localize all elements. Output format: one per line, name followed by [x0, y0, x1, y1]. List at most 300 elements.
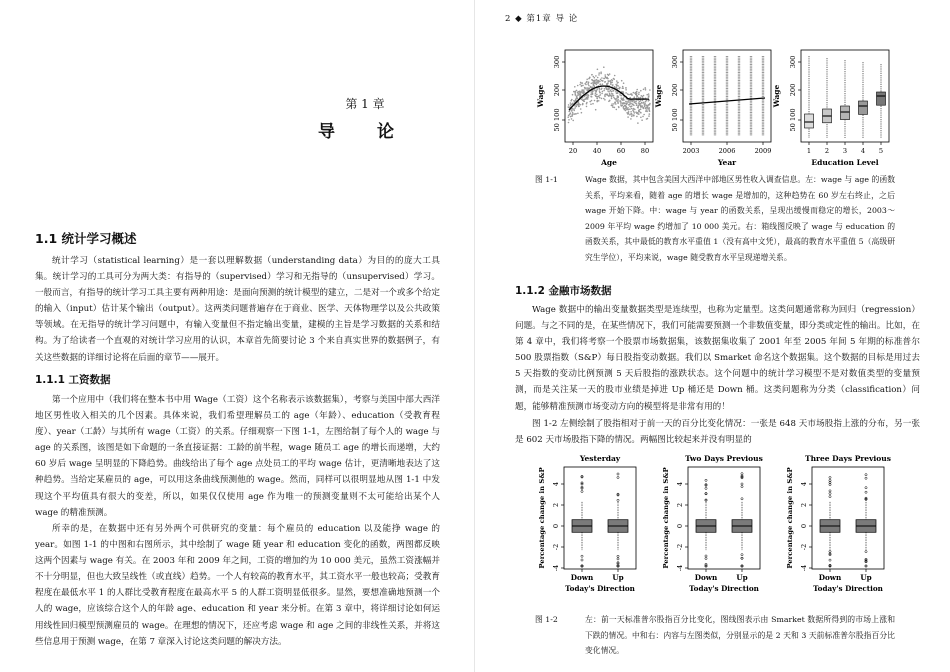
fig11-scatter-point: [589, 101, 591, 103]
fig11-box: [805, 114, 814, 128]
fig11-xtick-label: 3: [842, 147, 848, 155]
fig11-scatter-point: [614, 98, 616, 100]
fig12-ytick-label: 0: [676, 523, 684, 529]
fig11-ytick-label: 50 100: [671, 108, 679, 132]
fig11-scatter-point: [605, 93, 607, 95]
fig11-scatter-point: [594, 89, 596, 91]
running-head: 2 ◆ 第1章 导 论: [505, 14, 579, 24]
fig12-outlier: [617, 565, 619, 567]
fig11-scatter-point: [576, 106, 578, 108]
fig12-outlier: [741, 473, 743, 475]
fig11-scatter-point: [620, 95, 622, 97]
fig11-scatter-point: [578, 106, 580, 108]
fig11-scatter-point: [607, 90, 609, 92]
fig11-scatter-point: [604, 99, 606, 101]
fig11-scatter-point: [611, 105, 613, 107]
fig11-scatter-point: [586, 87, 588, 89]
fig11-scatter-point: [603, 90, 605, 92]
fig11-scatter-point: [602, 83, 604, 85]
fig11-scatter-point: [648, 93, 650, 95]
fig11-scatter-point: [599, 97, 601, 99]
fig12-outlier: [705, 555, 707, 557]
paragraph-smarket-1: Wage 数据中的输出变量数据类型是连续型，也称为定量型。这类问题通常称为回归（regression）问题。与之不同的是，在某些情况下，我们可能需要预测一个非数值变量，即分类或定性的输出。比如，在第 4 章中，我们将考察一个股票市场数据集，该数据集收集了 2001 年至 2005 年间 5 年期的标准普尔 500 股票指数（S&P）每日股指变动数据。我们以 Smarket 命名这个数据集。这个数据的目标是用过去 5 天指数的变动比例预测 5 天后股指的涨跌状态。这个问题中的统计学习模型不是对数值类型的变量预测，而是关注某一天的股市业绩是掉进 Up 桶还是 Down 桶。这类问题称为分类（classification）问题，能够精准预测市场变动方向的模型将是非常有用的！: [515, 305, 920, 412]
fig11-scatter-point: [635, 92, 637, 94]
fig11-scatter-point: [591, 100, 593, 102]
fig11-scatter-point: [603, 66, 605, 68]
right-page: [480, 0, 950, 672]
fig12-ytick-label: 2: [676, 502, 684, 508]
fig11-ylabel: Wage: [654, 84, 663, 108]
fig11-scatter-point: [645, 104, 647, 106]
fig11-ytick-label: 50 100: [553, 108, 561, 132]
fig12-ytick-label: -4: [552, 564, 560, 572]
fig12-ytick-label: 4: [676, 481, 684, 487]
fig11-xtick-label: 80: [640, 147, 650, 155]
fig12-boxplot: [608, 473, 628, 567]
fig11-scatter-point: [592, 80, 594, 82]
fig11-scatter-point: [606, 88, 608, 90]
fig11-ytick-label: 200: [789, 83, 797, 97]
fig12-frame: [564, 467, 636, 569]
fig11-scatter-point: [583, 99, 585, 101]
fig11-ylabel: Wage: [772, 84, 781, 108]
fig11-scatter-point: [597, 96, 599, 98]
fig11-scatter-point: [570, 112, 572, 114]
fig11-scatter-point: [614, 75, 616, 77]
fig11-scatter-point: [567, 116, 569, 118]
fig12-outlier: [581, 490, 583, 492]
fig11-scatter-point: [594, 82, 596, 84]
fig11-scatter-point: [575, 113, 577, 115]
fig12-outlier: [741, 554, 743, 556]
fig12-outlier: [741, 486, 743, 488]
fig11-scatter-point: [594, 80, 596, 82]
fig11-scatter-point: [617, 85, 619, 87]
fig11-scatter-point: [638, 97, 640, 99]
fig11-scatter-point: [613, 78, 615, 80]
fig11-scatter-point: [604, 88, 606, 90]
fig11-scatter-point: [614, 86, 616, 88]
fig11-scatter-point: [633, 115, 635, 117]
paragraph-smarket-2: 图 1-2 左侧绘制了股指相对于前一天的百分比变化情况：一张是 648 天市场股指上涨的分布，另一张是 602 天市场股指下降的情况。两幅图比较起来并没有明显的: [515, 419, 920, 446]
fig11-scatter-point: [576, 96, 578, 98]
fig11-scatter-point: [637, 122, 639, 124]
fig12-ylabel: Percentage change in S&P: [538, 467, 546, 569]
fig11-scatter-point: [625, 87, 627, 89]
fig11-scatter-point: [616, 109, 618, 111]
fig11-scatter-point: [641, 119, 643, 121]
fig11-scatter-point: [628, 113, 630, 115]
fig11-scatter-point: [622, 86, 624, 88]
fig11-scatter-point: [568, 119, 570, 121]
fig11-scatter-point: [640, 97, 642, 99]
fig12-xtick-label: Up: [736, 573, 748, 582]
fig11-scatter-point: [587, 83, 589, 85]
fig11-scatter-point: [625, 92, 627, 94]
fig12-outlier: [617, 558, 619, 560]
fig11-scatter-point: [628, 101, 630, 103]
fig11-scatter-point: [588, 85, 590, 87]
fig11-xlabel: Education Level: [811, 158, 879, 167]
fig12-frame: [688, 467, 760, 569]
fig11-scatter-point: [643, 114, 645, 116]
fig11-scatter-point: [647, 107, 649, 109]
fig11-scatter-point: [595, 75, 597, 77]
fig11-scatter-point: [572, 94, 574, 96]
fig11-scatter-point: [638, 92, 640, 94]
fig11-scatter-point: [606, 77, 608, 79]
fig12-outlier: [617, 473, 619, 475]
fig11-scatter-point: [630, 113, 632, 115]
fig11-scatter-point: [597, 98, 599, 100]
fig11-scatter-point: [643, 108, 645, 110]
fig11-xlabel: Age: [601, 158, 617, 167]
fig11-scatter-point: [571, 110, 573, 112]
fig11-scatter-point: [581, 99, 583, 101]
fig11-scatter-point: [622, 97, 624, 99]
fig11-scatter-point: [609, 100, 611, 102]
fig12-boxplot: [856, 474, 876, 567]
fig12-xtick-label: Down: [818, 573, 842, 582]
fig11-scatter-point: [576, 104, 578, 106]
fig11-scatter-point: [646, 118, 648, 120]
fig12-outlier: [741, 498, 743, 500]
fig11-scatter-point: [598, 72, 600, 74]
fig11-scatter-point: [591, 87, 593, 89]
fig11-scatter-point: [594, 77, 596, 79]
fig11-scatter-point: [591, 92, 593, 94]
fig11-scatter-point: [584, 83, 586, 85]
fig11-scatter-point: [572, 112, 574, 114]
fig11-scatter-point: [640, 112, 642, 114]
fig11-scatter-point: [598, 74, 600, 76]
fig11-scatter-point: [625, 106, 627, 108]
fig11-scatter-point: [594, 100, 596, 102]
fig11-scatter-point: [608, 88, 610, 90]
fig11-scatter-point: [577, 85, 579, 87]
fig11-scatter-point: [585, 82, 587, 84]
fig11-scatter-point: [643, 89, 645, 91]
fig12-ytick-label: -4: [800, 564, 808, 572]
fig11-scatter-point: [648, 115, 650, 117]
fig11-scatter-point: [568, 107, 570, 109]
fig12-xtick-label: Up: [612, 573, 624, 582]
fig11-scatter-point: [579, 84, 581, 86]
fig11-scatter-point: [633, 111, 635, 113]
fig11-scatter-point: [609, 95, 611, 97]
fig11-scatter-point: [649, 89, 651, 91]
fig11-scatter-point: [579, 93, 581, 95]
fig12-boxplot: [820, 476, 840, 567]
fig11-scatter-point: [646, 111, 648, 113]
fig11-scatter-point: [591, 83, 593, 85]
fig11-scatter-point: [639, 103, 641, 105]
fig12-outlier: [865, 477, 867, 479]
fig11-scatter-point: [583, 92, 585, 94]
fig11-scatter-point: [591, 74, 593, 76]
fig12-outlier: [581, 555, 583, 557]
fig11-ytick-label: 200: [671, 83, 679, 97]
fig11-scatter-point: [638, 104, 640, 106]
fig11-scatter-point: [582, 104, 584, 106]
fig11-scatter-point: [645, 89, 647, 91]
fig11-xtick-label: 2006: [718, 147, 736, 155]
fig11-scatter-point: [596, 79, 598, 81]
fig11-scatter-point: [611, 79, 613, 81]
fig11-scatter-point: [623, 82, 625, 84]
fig11-scatter-point: [577, 92, 579, 94]
fig11-scatter-point: [628, 111, 630, 113]
fig12-ytick-label: 4: [552, 481, 560, 487]
fig11-scatter-point: [596, 81, 598, 83]
fig11-scatter-point: [633, 100, 635, 102]
fig11-scatter-point: [640, 90, 642, 92]
fig11-scatter-point: [587, 98, 589, 100]
fig11-scatter-point: [616, 85, 618, 87]
fig11-scatter-point: [603, 98, 605, 100]
fig11-scatter-point: [616, 93, 618, 95]
fig11-scatter-point: [590, 103, 592, 105]
fig11-scatter-point: [620, 97, 622, 99]
fig12-outlier: [705, 479, 707, 481]
figure-1-2-caption: [535, 612, 895, 662]
fig11-scatter-point: [604, 74, 606, 76]
fig11-scatter-point: [621, 99, 623, 101]
fig12-outlier: [741, 565, 743, 567]
fig11-scatter-point: [601, 93, 603, 95]
fig11-scatter-point: [592, 93, 594, 95]
fig12-boxplot: [696, 479, 716, 567]
fig12-outlier: [865, 491, 867, 493]
fig11-scatter-point: [571, 118, 573, 120]
fig12-outlier: [829, 476, 831, 478]
paragraph-wage-2: 所幸的是，在数据中还有另外两个可供研究的变量：每个雇员的 education 以及能挣 wage 的 year。如图 1-1 的中图和右图所示，其中绘制了 wage 随 year 和 education 变化的函数，两图都反映这两个因素与 wage 有关。在 2003 年和 2009 年之间，工资的增加约为 10 000 美元，虽然工资涨幅并不十分明显，但也大致呈线性（或直线）趋势。一个人有较高的教育水平，其工资水平一般也较高；受教育程度在最低水平 1 的人群比受教育程度在最高水平 5 的人群工资明显低很多。显然，要想准确地预测一个人的 wage，应该综合这个人的年龄 age、education 和 year 来分析。在第 3 章中，将详细讨论如何运用线性回归模型预测雇员的 wage。在理想的情况下，还应考虑 wage 和 age 之间的非线性关系，并将这些信息用于预测 wage，在第 7 章深入讨论这类问题的解决方法。: [35, 524, 440, 647]
fig11-scatter-point: [638, 111, 640, 113]
fig11-scatter-point: [640, 117, 642, 119]
fig11-scatter-point: [611, 98, 613, 100]
fig11-scatter-point: [621, 105, 623, 107]
fig11-scatter-point: [607, 74, 609, 76]
fig11-scatter-point: [615, 91, 617, 93]
figure-1-1: [535, 45, 890, 170]
fig11-xtick-label: 2: [824, 147, 830, 155]
fig11-scatter-point: [649, 110, 651, 112]
paragraph-intro: 统计学习（statistical learning）是一套以理解数据（understanding data）为目的的庞大工具集。统计学习的工具可分为两大类：有指导的（supervised）学习和无指导的（unsupervised）学习。一般而言，有指导的统计学习工具主要有两种用途：是面向预测的统计模型的建立，二是对一个或多个给定的输入（input）估计某个输出（output）。这两类问题普遍存在于商业、医学、天体物理学以及公共政策等领域。在无指导的统计学习问题中，有输入变量但不指定输出变量，建模的主旨是学习数据的关系和结构。为了给读者一个直观的对统计学习应用的认识，本章首先简要讨论 3 个来自真实世界的数据例子，有关这些数据的详细讨论将在后面的章节——展开。: [35, 256, 440, 363]
fig12-panel-title: Three Days Previous: [805, 454, 891, 463]
fig12-outlier: [581, 559, 583, 561]
fig12-outlier: [741, 483, 743, 485]
fig11-scatter-point: [642, 100, 644, 102]
fig11-scatter-point: [630, 103, 632, 105]
fig11-scatter-point: [633, 92, 635, 94]
fig11-scatter-point: [611, 82, 613, 84]
fig11-scatter-point: [597, 100, 599, 102]
fig12-outlier: [705, 487, 707, 489]
fig11-scatter-point: [614, 107, 616, 109]
fig12-outlier: [829, 550, 831, 552]
fig11-scatter-point: [635, 111, 637, 113]
fig11-scatter-point: [642, 96, 644, 98]
fig11-scatter-point: [597, 82, 599, 84]
fig11-xtick-label: 1: [806, 147, 812, 155]
fig12-outlier: [865, 487, 867, 489]
fig11-scatter-point: [612, 90, 614, 92]
fig11-scatter-point: [636, 116, 638, 118]
fig12-outlier: [829, 492, 831, 494]
chapter-number: 第 1 章: [345, 97, 385, 111]
fig11-scatter-point: [620, 102, 622, 104]
fig11-scatter-point: [613, 103, 615, 105]
page-gutter: [474, 0, 475, 672]
fig12-boxplot: [572, 475, 592, 567]
fig11-scatter-point: [569, 110, 571, 112]
fig11-box: [841, 106, 850, 120]
fig11-xtick-label: 5: [878, 147, 884, 155]
fig11-scatter-point: [634, 102, 636, 104]
fig11-scatter-point: [617, 100, 619, 102]
fig11-scatter-point: [649, 104, 651, 106]
fig11-scatter-point: [572, 120, 574, 122]
fig11-scatter-point: [609, 80, 611, 82]
fig11-scatter-point: [581, 85, 583, 87]
figure-1-2: [538, 453, 898, 608]
fig11-scatter-point: [633, 105, 635, 107]
fig12-ytick-label: -2: [552, 543, 560, 551]
fig11-scatter-point: [568, 115, 570, 117]
fig11-scatter-point: [602, 91, 604, 93]
fig11-scatter-point: [637, 95, 639, 97]
fig11-ytick-label: 300: [553, 55, 561, 69]
fig12-outlier: [829, 559, 831, 561]
fig11-scatter-point: [574, 107, 576, 109]
fig12-ytick-label: 0: [800, 523, 808, 529]
fig11-edu-boxplot: [805, 56, 814, 138]
fig12-xtick-label: Down: [694, 573, 718, 582]
fig11-scatter-point: [578, 103, 580, 105]
fig11-scatter-point: [619, 87, 621, 89]
fig11-box: [877, 92, 886, 105]
fig11-scatter-points: [567, 66, 650, 123]
figure-1-1-label: 图 1-1: [535, 175, 558, 184]
fig11-scatter-point: [635, 103, 637, 105]
fig11-scatter-point: [611, 95, 613, 97]
fig11-scatter-point: [577, 113, 579, 115]
fig12-outlier: [617, 499, 619, 501]
fig11-scatter-point: [613, 95, 615, 97]
fig12-outlier: [617, 555, 619, 557]
fig11-scatter-point: [627, 93, 629, 95]
fig11-scatter-point: [599, 87, 601, 89]
fig11-scatter-point: [586, 94, 588, 96]
fig11-scatter-point: [589, 77, 591, 79]
fig11-scatter-point: [568, 122, 570, 124]
fig11-scatter-point: [597, 69, 599, 71]
section-heading-1-1-2: 1.1.2 金融市场数据: [515, 285, 612, 297]
fig11-year-strips: [691, 56, 763, 136]
fig11-scatter-point: [581, 112, 583, 114]
fig11-scatter-point: [602, 80, 604, 82]
fig11-xtick-label: 2003: [682, 147, 700, 155]
fig11-scatter-point: [609, 73, 611, 75]
fig11-scatter-point: [646, 94, 648, 96]
fig11-ytick-label: 200: [553, 83, 561, 97]
fig11-scatter-point: [595, 109, 597, 111]
fig12-outlier: [829, 490, 831, 492]
fig11-scatter-point: [620, 103, 622, 105]
fig11-scatter-point: [573, 108, 575, 110]
fig11-scatter-point: [591, 96, 593, 98]
fig11-panel-2: [654, 50, 771, 167]
fig11-scatter-point: [604, 81, 606, 83]
fig11-scatter-point: [586, 103, 588, 105]
fig11-scatter-point: [588, 88, 590, 90]
fig12-ylabel: Percentage change in S&P: [786, 467, 794, 569]
fig11-xtick-label: 2009: [754, 147, 772, 155]
fig11-scatter-point: [621, 80, 623, 82]
figure-1-1-caption-text: Wage 数据，其中包含美国大西洋中部地区男性收入调查信息。左：wage 与 age 的函数关系，平均来看，随着 age 的增长 wage 是增加的，这种趋势在 60 岁左右终止，之后 wage 开始下降。中：wage 与 year 的函数关系，呈现出缓慢而稳定的增长，2003～2009 年平均 wage 约增加了 10 000 美元。右：箱线图反映了 wage 与 education 的函数关系，其中最低的教育水平重值 1（没有高中文凭），最高的教育水平重值 5（高级研究生学位），平均来说，wage 随受教育水平呈现递增关系。: [585, 175, 895, 262]
fig11-panel-1: [536, 50, 653, 167]
fig12-outlier: [617, 476, 619, 478]
fig11-scatter-point: [596, 84, 598, 86]
fig11-scatter-point: [615, 87, 617, 89]
fig11-scatter-point: [610, 90, 612, 92]
figure-1-1-caption: [535, 172, 895, 262]
fig12-ytick-label: -2: [800, 543, 808, 551]
fig11-scatter-point: [629, 108, 631, 110]
fig11-box: [859, 101, 868, 114]
fig11-scatter-point: [617, 82, 619, 84]
fig11-ytick-label: 300: [789, 55, 797, 69]
fig11-scatter-point: [582, 82, 584, 84]
fig12-frame: [812, 467, 884, 569]
fig11-scatter-point: [597, 77, 599, 79]
chapter-title: 导 论: [318, 122, 412, 142]
fig11-scatter-point: [574, 92, 576, 94]
fig12-outlier: [581, 565, 583, 567]
fig11-scatter-point: [630, 118, 632, 120]
fig11-scatter-point: [630, 111, 632, 113]
fig11-scatter-point: [575, 99, 577, 101]
fig12-outlier: [705, 557, 707, 559]
fig11-scatter-point: [646, 109, 648, 111]
fig11-scatter-point: [568, 104, 570, 106]
fig12-ylabel: Percentage change in S&P: [662, 467, 670, 569]
fig12-panel-1: [538, 454, 636, 593]
fig11-scatter-point: [644, 87, 646, 89]
fig12-boxplot: [732, 473, 752, 567]
fig12-panel-title: Yesterday: [579, 454, 621, 463]
fig11-scatter-point: [594, 94, 596, 96]
fig11-scatter-point: [645, 108, 647, 110]
fig11-ylabel: Wage: [536, 84, 545, 108]
fig11-scatter-point: [572, 103, 574, 105]
fig12-outlier: [865, 565, 867, 567]
fig11-scatter-point: [577, 98, 579, 100]
fig11-scatter-point: [577, 94, 579, 96]
section-heading-1-1: 1.1 统计学习概述: [35, 231, 137, 246]
fig11-scatter-point: [573, 100, 575, 102]
fig11-scatter-point: [612, 85, 614, 87]
fig11-scatter-point: [609, 93, 611, 95]
fig11-scatter-point: [628, 94, 630, 96]
fig11-scatter-point: [624, 109, 626, 111]
fig11-xtick-label: 20: [568, 147, 578, 155]
fig11-scatter-point: [611, 103, 613, 105]
fig11-scatter-point: [581, 89, 583, 91]
fig11-scatter-point: [631, 108, 633, 110]
fig11-scatter-point: [575, 94, 577, 96]
figure-1-2-caption-text: 左：前一天标准普尔股指百分比变化，图线图表示由 Smarket 数据所得到的市场上涨和下跌的情况。中和右：内容与左图类似，分别显示的是 2 天和 3 天前标准普尔股指百分比变化情况。: [585, 615, 895, 655]
